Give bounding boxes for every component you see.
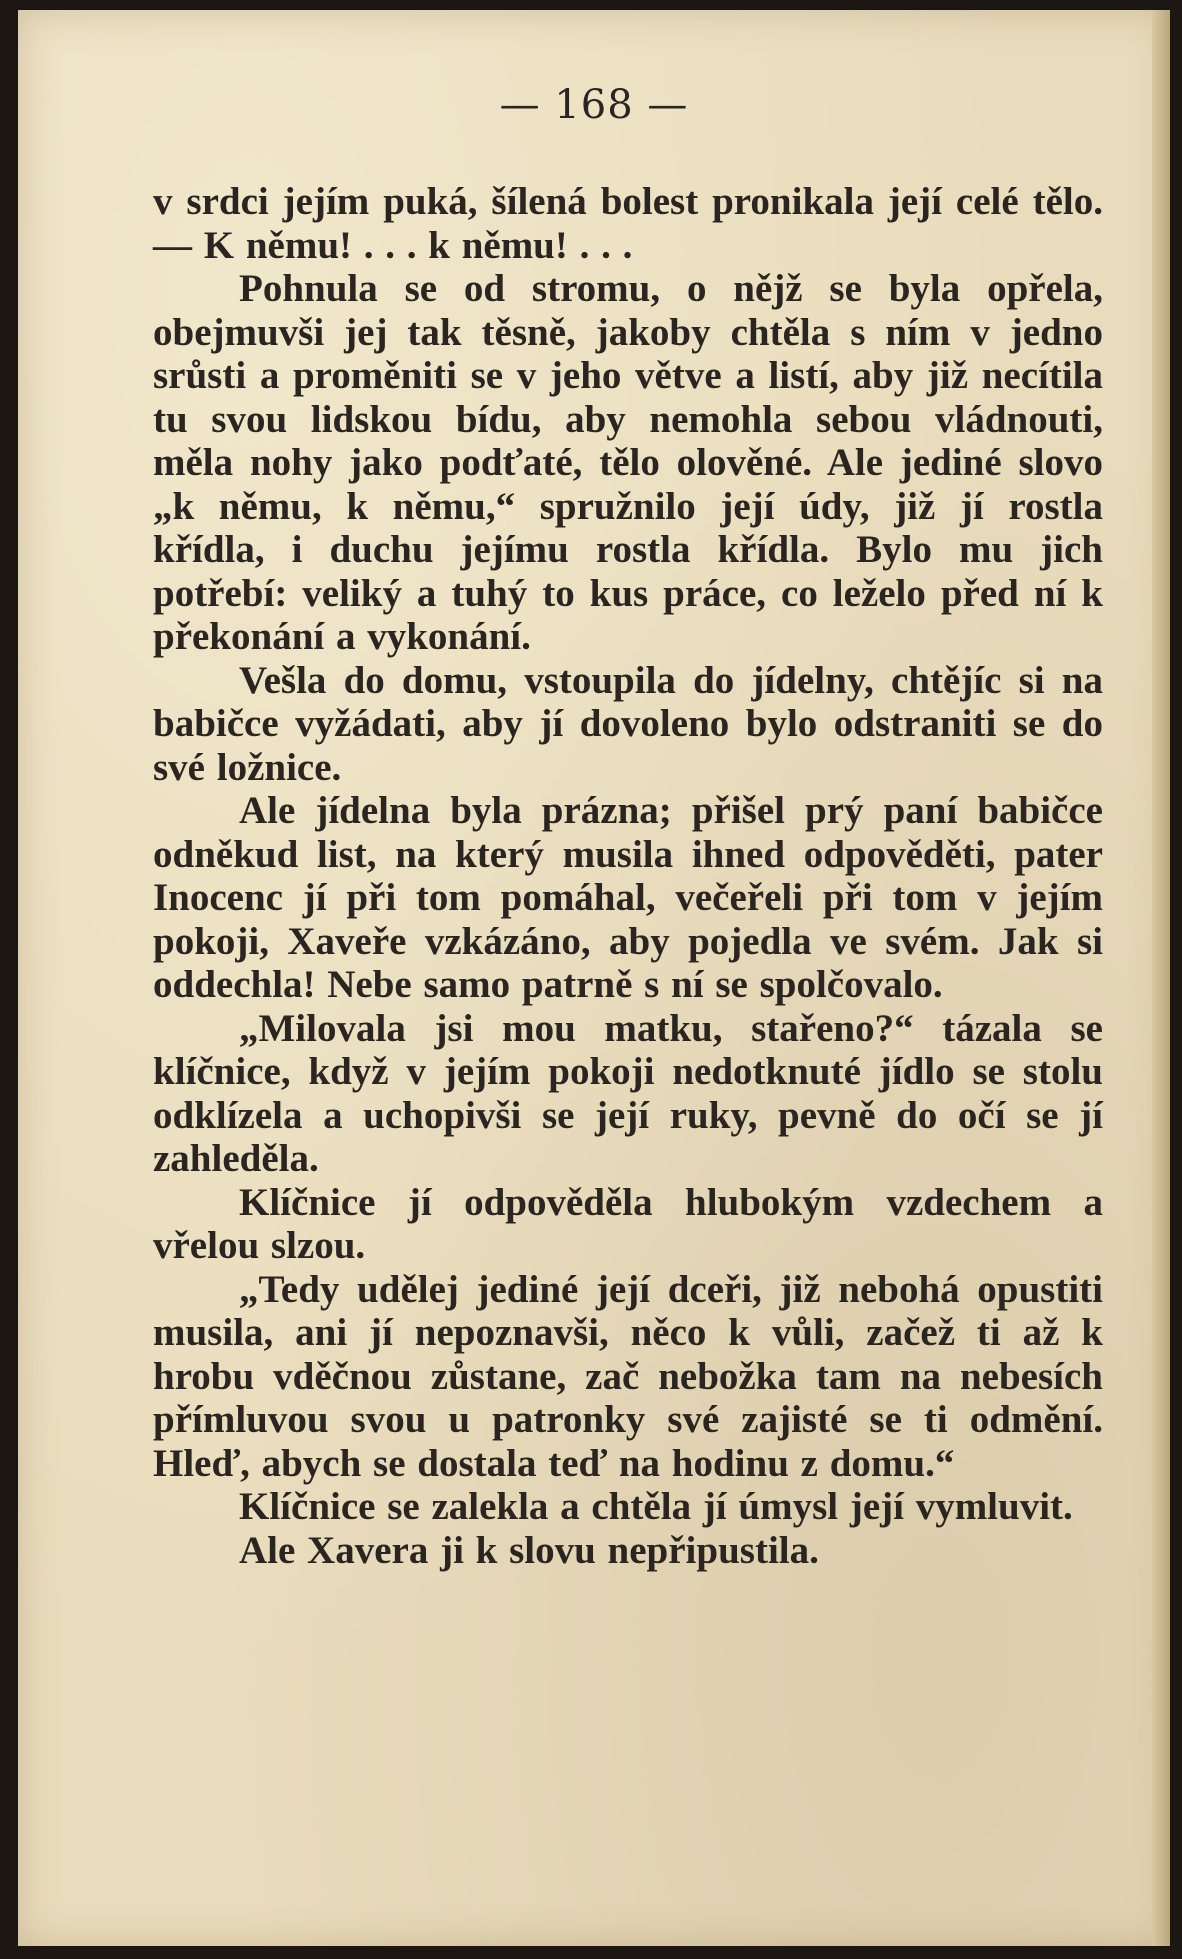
paragraph: v srdci jejím puká, šílená bolest pronikala její celé tělo. — K němu! . . . k němu! . . . [153,180,1103,267]
paragraph: „Tedy udělej jediné její dceři, již nebohá opustiti musila, ani jí nepoznavši, něco k vůli, začež ti až k hrobu vděčnou zůstane, zač nebožka tam na nebesích přímluvou svou u patronky své zajisté se ti odmění. Hleď, abych se dostala teď na hodinu z domu.“ [153,1267,1103,1485]
page-spine-shadow [1152,10,1170,1946]
paragraph: Ale Xavera ji k slovu nepřipustila. [239,1528,819,1572]
paragraph: Klíčnice jí odpověděla hlubokým vzdechem a vřelou slzou. [153,1180,1103,1267]
paragraph: Ale jídelna byla prázna; přišel prý paní babičce odněkud list, na který musila ihned odpověděti, pater Inocenc jí při tom pomáhal, večeřeli při tom v jejím pokoji, Xaveře vzkázáno, aby pojedla ve svém. Jak si oddechla! Nebe samo patrně s ní se spolčovalo. [153,789,1103,1006]
page-text [153,180,1103,1572]
book-page [18,10,1170,1946]
page-number: — 168 — [499,82,689,128]
paragraph: Vešla do domu, vstoupila do jídelny, chtějíc si na babičce vyžádati, aby jí dovoleno bylo odstraniti se do své ložnice. [153,658,1103,789]
paragraph: Pohnula se od stromu, o nějž se byla opřela, obejmuvši jej tak těsně, jakoby chtěla s ním v jedno srůsti a proměniti se v jeho větve a listí, aby již necítila tu svou lidskou bídu, aby nemohla sebou vládnouti, měla nohy jako podťaté, tělo olověné. Ale jediné slovo „k němu, k němu,“ spružnilo její údy, již jí rostla křídla, i duchu jejímu rostla křídla. Bylo mu jich potřebí: veliký a tuhý to kus práce, co leželo před ní k překonání a vykonání. [153,267,1103,658]
paragraph: Klíčnice se zalekla a chtěla jí úmysl její vymluvit. [239,1485,1073,1528]
paragraph: „Milovala jsi mou matku, stařeno?“ tázala se klíčnice, když v jejím pokoji nedotknuté jídlo se stolu odklízela a uchopivši se její ruky, pevně do očí se jí zahleděla. [153,1006,1103,1180]
